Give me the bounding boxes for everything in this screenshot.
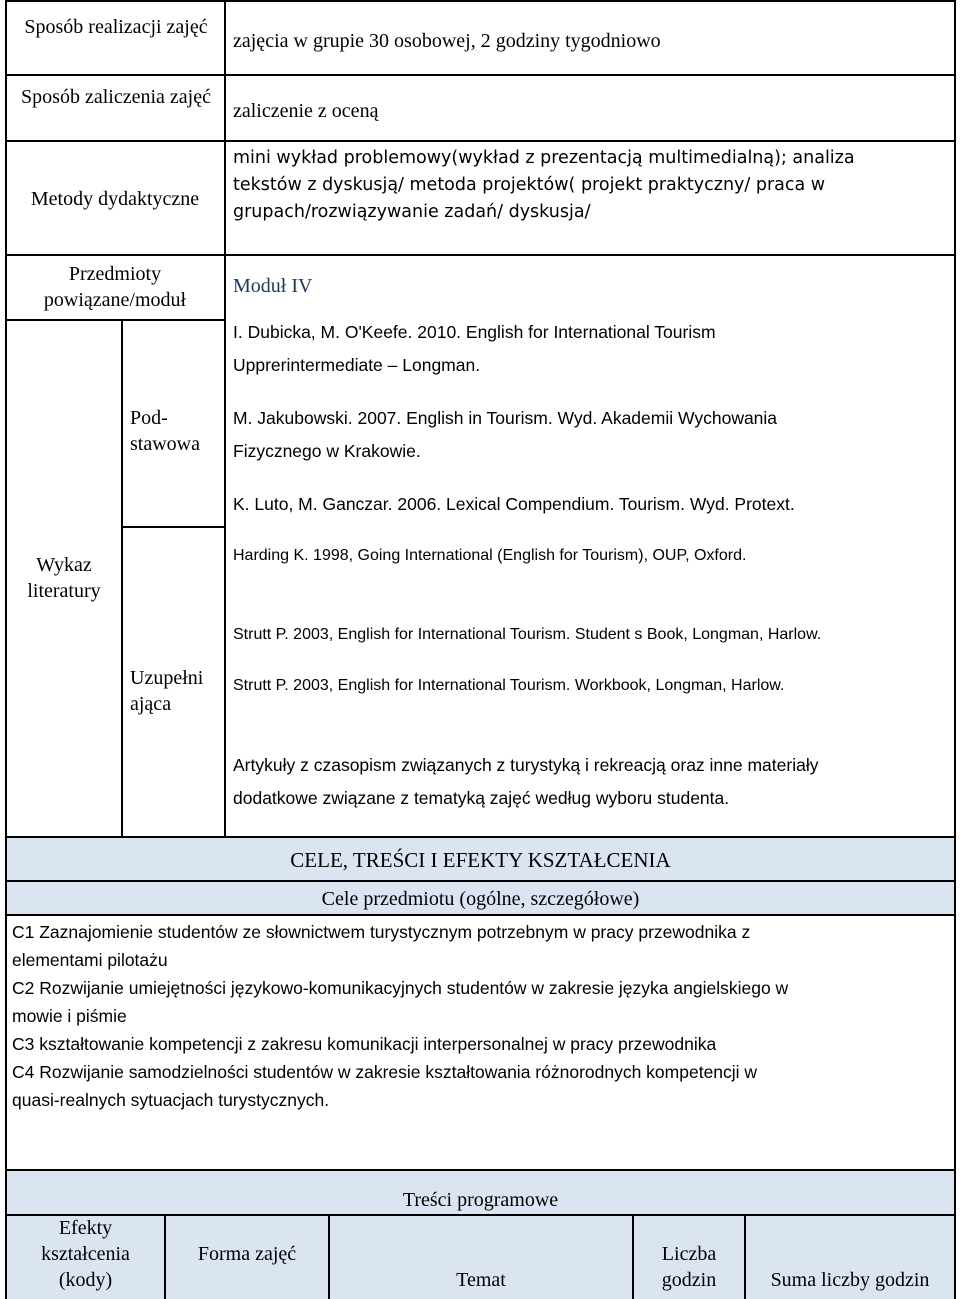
row-divider [5, 254, 955, 256]
column-header-efekty-1: Efekty [58, 1217, 113, 1239]
value-metody-line-1: mini wykład problemowy(wykład z prezentacją multimedialną); analiza [233, 148, 855, 168]
label-metody-dydaktyczne: Metody dydaktyczne [30, 188, 200, 210]
row-divider [5, 914, 955, 916]
literature-item: dodatkowe związane z tematyką zajęć według wyboru studenta. [233, 788, 730, 808]
row-divider [123, 526, 225, 528]
cele-heading: Cele przedmiotu (ogólne, szczegółowe) [321, 888, 640, 910]
goal-line: mowie i piśmie [12, 1006, 127, 1026]
column-header-liczba-1: Liczba [661, 1243, 717, 1265]
goal-line: elementami pilotażu [12, 950, 168, 970]
literature-item: I. Dubicka, M. O'Keefe. 2010. English for International Tourism [233, 322, 716, 342]
row-divider [5, 74, 955, 76]
literature-item: Artykuły z czasopism związanych z turystyką i rekreacją oraz inne materiały [233, 755, 819, 775]
goal-line: C4 Rozwijanie samodzielności studentów w zakresie kształtowania różnorodnych kompetencji w [12, 1062, 758, 1082]
goal-line: quasi-realnych sytuacjach turystycznych. [12, 1090, 330, 1110]
goal-line: C1 Zaznajomienie studentów ze słownictwem turystycznym potrzebnym w pracy przewodnika z [12, 922, 751, 942]
literature-item: K. Luto, M. Ganczar. 2006. Lexical Compendium. Tourism. Wyd. Protext. [233, 494, 795, 514]
column-header-temat: Temat [456, 1269, 506, 1291]
literature-item: M. Jakubowski. 2007. English in Tourism. Wyd. Akademii Wychowania [233, 408, 778, 428]
label-sposob-realizacji: Sposób realizacji zajęć [24, 16, 208, 38]
column-header-efekty-2: kształcenia [41, 1243, 130, 1265]
sub-label-divider [121, 320, 123, 837]
goal-line: C2 Rozwijanie umiejętności językowo-komunikacyjnych studentów w zakresie języka angielskiego w [12, 978, 789, 998]
label-podstawowa-1: Pod- [130, 407, 168, 429]
value-metody-line-2: tekstów z dyskusją/ metoda projektów( projekt praktyczny/ praca w [233, 175, 826, 195]
value-modul: Moduł IV [233, 275, 313, 297]
column-header-efekty-3: (kody) [58, 1269, 113, 1291]
border-top [5, 0, 955, 2]
column-header-suma: Suma liczby godzin [770, 1269, 930, 1291]
label-column-divider [224, 0, 226, 837]
label-przedmioty-powiazane-1: Przedmioty [68, 263, 162, 285]
label-uzupelniajaca-2: ająca [130, 693, 172, 715]
label-uzupelniajaca-1: Uzupełni [130, 667, 204, 689]
value-sposob-zaliczenia: zaliczenie z oceną [233, 100, 379, 122]
column-header-forma: Forma zajęć [197, 1243, 297, 1265]
label-sposob-zaliczenia: Sposób zaliczenia zajęć [21, 86, 211, 108]
border-right [954, 0, 956, 1299]
literature-item: Strutt P. 2003, English for International Tourism. Workbook, Longman, Harlow. [233, 677, 785, 694]
row-divider [5, 880, 955, 882]
tresci-heading: Treści programowe [402, 1189, 559, 1211]
literature-item: Upprerintermediate – Longman. [233, 355, 481, 375]
column-header-liczba-2: godzin [661, 1269, 717, 1291]
goal-line: C3 kształtowanie kompetencji z zakresu komunikacji interpersonalnej w pracy przewodnika [12, 1034, 717, 1054]
label-wykaz-literatury-2: literatury [27, 580, 101, 602]
literature-item: Fizycznego w Krakowie. [233, 441, 421, 461]
row-divider [5, 319, 225, 321]
label-przedmioty-powiazane-2: powiązane/moduł [43, 289, 187, 311]
border-left [5, 0, 7, 1299]
section-title: CELE, TREŚCI I EFEKTY KSZTAŁCENIA [290, 848, 671, 872]
literature-item: Strutt P. 2003, English for International Tourism. Student s Book, Longman, Harlow. [233, 626, 822, 643]
value-metody-line-3: grupach/rozwiązywanie zadań/ dyskusja/ [233, 202, 591, 222]
row-divider [5, 140, 955, 142]
value-sposob-realizacji: zajęcia w grupie 30 osobowej, 2 godziny tygodniowo [233, 30, 661, 52]
label-podstawowa-2: stawowa [130, 433, 200, 455]
literature-item: Harding K. 1998, Going International (English for Tourism), OUP, Oxford. [233, 547, 747, 564]
label-wykaz-literatury-1: Wykaz [36, 554, 92, 576]
